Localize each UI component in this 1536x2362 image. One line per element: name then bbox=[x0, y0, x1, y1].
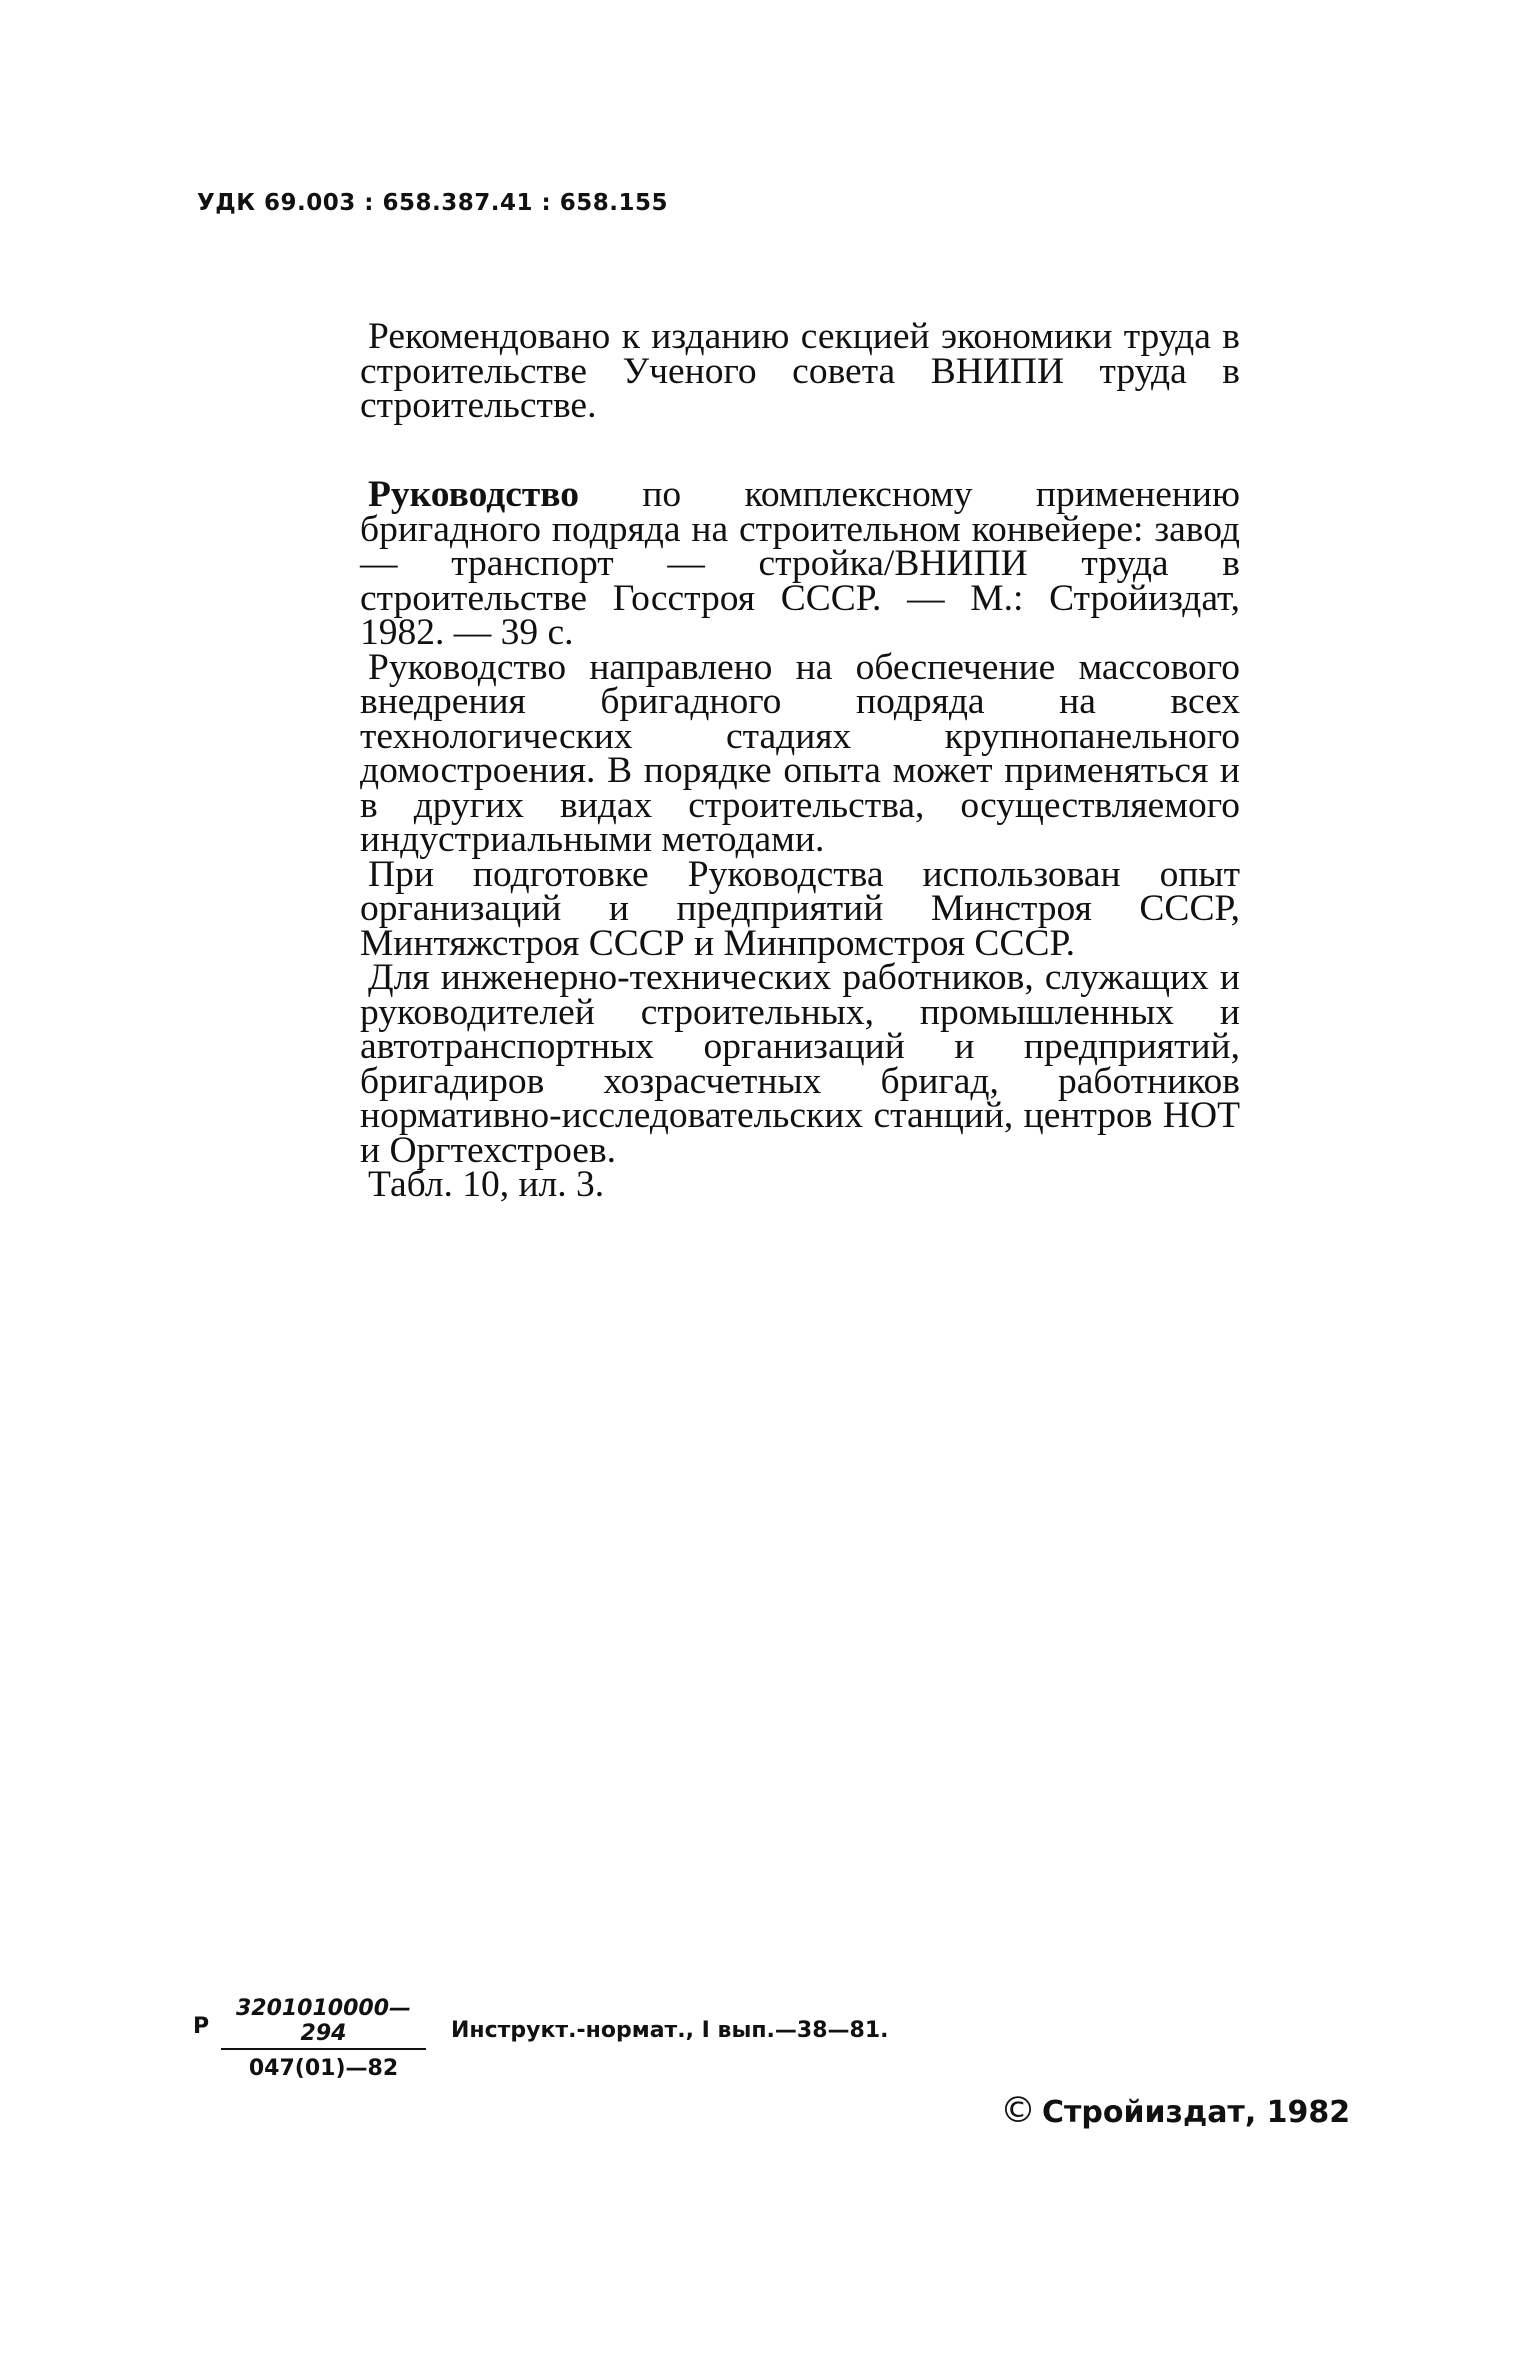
copyright-icon: © bbox=[1000, 2090, 1036, 2131]
copyright-text: Стройиздат, 1982 bbox=[1042, 2095, 1351, 2130]
citation-text: по комплексному применению бригадного подряда на строительном конвейере: завод — транспорт — стройка/ВНИПИ труда в строительстве Госстроя СССР. — М.: Стройиздат, 1982. — 39 с. bbox=[360, 474, 1240, 653]
annotation-paragraph-experience: При подготовке Руководства использован опыт организаций и предприятий Минстроя СССР, Минтяжстроя СССР и Минпромстроя СССР. bbox=[360, 853, 1240, 964]
annotation-paragraph-purpose: Руководство направлено на обеспечение массового внедрения бригадного подряда на всех технологических стадиях крупнопанельного домостроения. В порядке опыта может применяться и в других видах строительства, осуществляемого индустриальными методами. bbox=[360, 646, 1240, 860]
citation-paragraph bbox=[360, 474, 1240, 653]
catalog-numerator: 3201010000—294 bbox=[221, 1996, 426, 2050]
catalog-denominator: 047(01)—82 bbox=[248, 2056, 399, 2081]
catalog-letter: Р bbox=[193, 2014, 210, 2039]
catalog-instruction: Инструкт.-нормат., I вып.—38—81. bbox=[451, 2018, 889, 2043]
recommendation-text: Рекомендовано к изданию секцией экономики труда в строительстве Ученого совета ВНИПИ труда в строительстве. bbox=[360, 316, 1240, 426]
annotation-block bbox=[360, 474, 1240, 1205]
tables-note: Табл. 10, ил. 3. bbox=[368, 1164, 605, 1205]
udk-code: УДК 69.003 : 658.387.41 : 658.155 bbox=[197, 190, 668, 216]
catalog-fraction bbox=[221, 1996, 426, 2081]
citation-title-word: Руководство bbox=[368, 474, 580, 515]
annotation-paragraph-audience: Для инженерно-технических работников, служащих и руководителей строительных, промышленных и автотранспортных организаций и предприятий, бригадиров хозрасчетных бригад, работников нормативно-исследовательских станций, центров НОТ и Оргтехстроев. bbox=[360, 957, 1240, 1171]
recommendation-block bbox=[360, 316, 1240, 426]
copyright-line bbox=[1000, 2090, 1350, 2131]
